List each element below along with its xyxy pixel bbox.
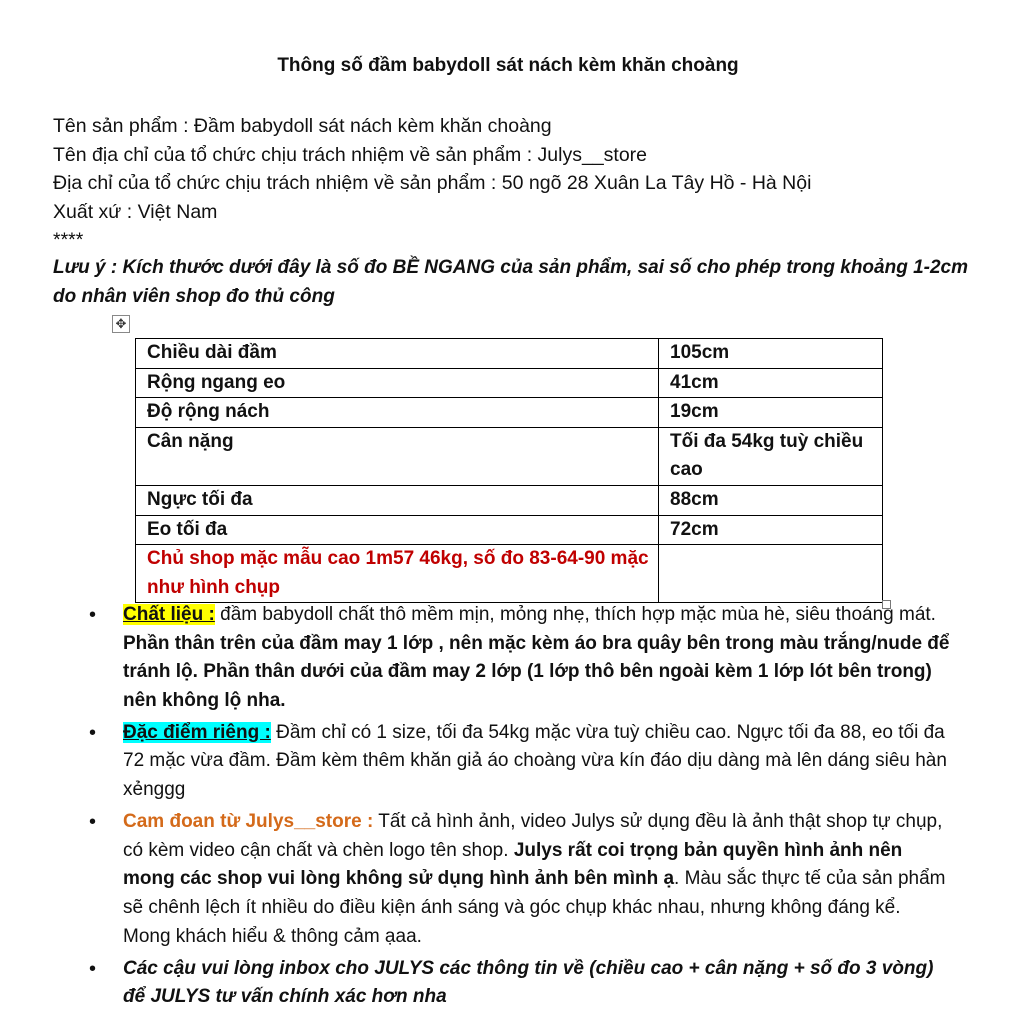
row-label: Cân nặng [136, 427, 659, 485]
row-value: 19cm [659, 398, 883, 428]
row-value: 41cm [659, 368, 883, 398]
document-title: Thông số đầm babydoll sát nách kèm khăn choàng [277, 55, 739, 76]
row-label: Độ rộng nách [136, 398, 659, 428]
row-value: Tối đa 54kg tuỳ chiều cao [659, 427, 883, 485]
responsible-address-line: Địa chỉ của tổ chức chịu trách nhiệm về sản phẩm : 50 ngõ 28 Xuân La Tây Hồ - Hà Nội [53, 172, 812, 195]
table-row [136, 339, 883, 369]
bullet-marker: • [89, 811, 97, 834]
list-item-commitment [0, 808, 1000, 951]
table-row [136, 398, 883, 428]
table-row [136, 515, 883, 545]
material-label: Chất liệu : [123, 604, 215, 625]
inbox-text: Các cậu vui lòng inbox cho JULYS các thông tin về (chiều cao + cân nặng + số đo 3 vòng) để JULYS tư vấn chính xác hơn nha [123, 957, 934, 1008]
size-spec-table [135, 338, 883, 603]
row-label: Eo tối đa [136, 515, 659, 545]
features-label: Đặc điểm riêng : [123, 721, 271, 743]
model-note-empty-cell [659, 545, 883, 603]
commitment-label: Cam đoan từ Julys__store : [123, 811, 374, 833]
bullet-marker: • [89, 721, 97, 744]
table-row-model-note [136, 545, 883, 603]
commitment-text: Tất cả hình ảnh, video Julys sử dụng đều là ảnh thật shop tự chụp, có kèm video cận chất và chèn logo tên shop. [123, 811, 943, 861]
product-name-line: Tên sản phẩm : Đầm babydoll sát nách kèm khăn choàng [53, 115, 552, 137]
bullet-marker: • [89, 957, 97, 980]
product-info [53, 112, 811, 255]
details-list [0, 601, 1000, 1015]
row-value: 88cm [659, 485, 883, 515]
list-item-material [0, 601, 1000, 715]
model-note-cell: Chủ shop mặc mẫu cao 1m57 46kg, số đo 83-64-90 mặc như hình chụp [136, 545, 659, 603]
row-label: Chiều dài đầm [136, 339, 659, 369]
measurement-note: Lưu ý : Kích thước dưới đây là số đo BỀ NGANG của sản phẩm, sai số cho phép trong khoảng 1-2cm do nhân viên shop đo thủ công [53, 257, 969, 307]
features-text: Đầm chỉ có 1 size, tối đa 54kg mặc vừa tuỳ chiều cao. Ngực tối đa 88, eo tối đa 72 mặc vừa đầm. Đầm kèm thêm khăn giả áo choàng vừa kín đáo dịu dàng mà lên dáng siêu hàn xẻnggg [123, 721, 947, 801]
table-row [136, 427, 883, 485]
responsible-org-line: Tên địa chỉ của tổ chức chịu trách nhiệm về sản phẩm : Julys__store [53, 143, 648, 166]
material-text: đầm babydoll chất thô mềm mịn, mỏng nhẹ, thích hợp mặc mùa hè, siêu thoáng mát. [214, 604, 936, 625]
commitment-text-2: . Màu sắc thực tế của sản phẩm sẽ chênh lệch ít nhiều do điều kiện ánh sáng và góc chụp khác nhau, nhưng không đáng kể. Mong khách hiểu & thông cảm ạaa. [123, 868, 946, 947]
row-label: Rộng ngang eo [136, 368, 659, 398]
row-label: Ngực tối đa [136, 485, 659, 515]
bullet-marker: • [89, 604, 97, 626]
table-row [136, 368, 883, 398]
row-value: 72cm [659, 515, 883, 545]
table-move-handle-icon[interactable]: ✥ [112, 315, 130, 333]
row-value: 105cm [659, 339, 883, 369]
table-row [136, 485, 883, 515]
list-item-features [0, 719, 1000, 805]
list-item-inbox [0, 955, 1000, 1012]
material-bold-text: Phần thân trên của đầm may 1 lớp , nên mặc kèm áo bra quây bên trong màu trắng/nude để tránh lộ. Phần thân dưới của đầm may 2 lớp (1 lớp thô bên ngoài kèm 1 lớp lót bên trong) nên không lộ nha. [123, 632, 950, 711]
commitment-bold-text: Julys rất coi trọng bản quyền hình ảnh nên mong các shop vui lòng không sử dụng hình ảnh bên mình ạ [123, 839, 903, 890]
separator-stars: **** [53, 229, 84, 252]
origin-line: Xuất xứ : Việt Nam [53, 200, 218, 223]
